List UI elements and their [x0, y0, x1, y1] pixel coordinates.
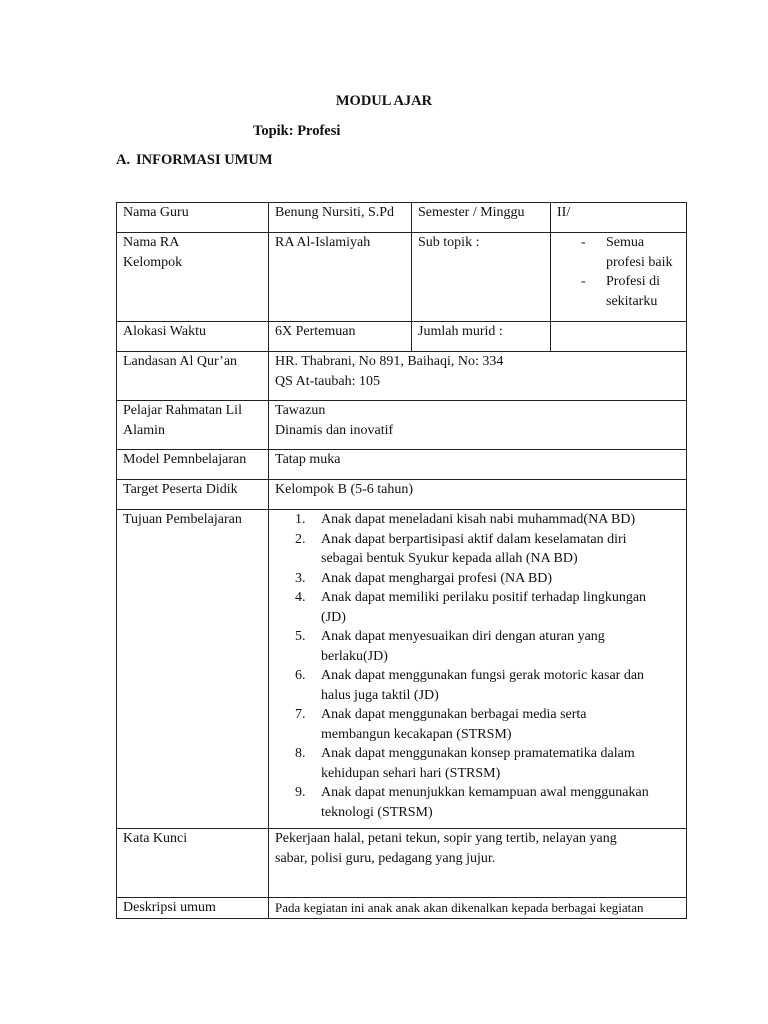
list-item-line: profesi baik	[606, 254, 673, 270]
label-cell	[117, 401, 269, 450]
label-cell: Sub topik :	[412, 233, 551, 322]
value-line: Pekerjaan halal, petani tekun, sopir yang tertib, nelayan yang	[275, 831, 617, 846]
goal-number: 9.	[295, 785, 306, 800]
goal-line: Anak dapat memiliki perilaku positif terhadap lingkungan	[321, 590, 647, 605]
value-cell: Kelompok B (5-6 tahun)	[269, 480, 687, 510]
table-row	[117, 401, 687, 450]
label-cell	[117, 233, 269, 322]
section-label: INFORMASI UMUM	[136, 152, 273, 168]
label-line: Nama RA	[123, 235, 180, 250]
subtopic-list	[557, 233, 682, 311]
table-row	[117, 898, 687, 919]
label-line: Kelompok	[123, 254, 183, 270]
goal-line: (JD)	[321, 609, 346, 625]
dash-marker: -	[581, 274, 586, 289]
label-cell: Kata Kunci	[117, 829, 269, 898]
value-cell: 6X Pertemuan	[269, 322, 412, 352]
goal-number: 8.	[295, 746, 306, 761]
goal-item	[275, 627, 682, 666]
goal-number: 4.	[295, 590, 306, 605]
table-row	[117, 480, 687, 510]
value-cell: RA Al-Islamiyah	[269, 233, 412, 322]
goal-line: berlaku(JD)	[321, 648, 388, 664]
goal-line: Anak dapat menggunakan fungsi gerak motoric kasar dan	[321, 668, 645, 683]
table-row	[117, 510, 687, 829]
document-title: MODUL AJAR	[335, 93, 433, 109]
label-cell: Alokasi Waktu	[117, 322, 269, 352]
table-row	[117, 233, 687, 322]
goal-number: 1.	[295, 512, 306, 527]
goal-line: Anak dapat menggunakan berbagai media serta	[321, 707, 587, 722]
value-cell	[269, 510, 687, 829]
label-cell: Landasan Al Qur’an	[117, 352, 269, 401]
goal-line: halus juga taktil (JD)	[321, 687, 439, 703]
goal-line: Anak dapat menyesuaikan diri dengan aturan yang	[321, 629, 605, 644]
goal-line: Anak dapat menghargai profesi (NA BD)	[321, 570, 553, 586]
list-item-line: Profesi di	[606, 274, 661, 289]
label-cell: Jumlah murid :	[412, 322, 551, 352]
label-cell: Target Peserta Didik	[117, 480, 269, 510]
topic-title: Topik: Profesi	[253, 123, 341, 139]
goal-item	[275, 510, 682, 530]
table-row	[117, 450, 687, 480]
label-cell: Tujuan Pembelajaran	[117, 510, 269, 829]
list-item-line: sekitarku	[606, 293, 658, 309]
value-line: Tawazun	[275, 403, 326, 418]
list-item	[561, 233, 682, 272]
value-line: Dinamis dan inovatif	[275, 422, 394, 438]
value-cell	[269, 401, 687, 450]
info-table	[116, 202, 687, 919]
value-cell: Pada kegiatan ini anak anak akan dikenalkan kepada berbagai kegiatan	[269, 898, 687, 919]
list-item	[561, 272, 682, 311]
goal-number: 6.	[295, 668, 306, 683]
goal-number: 3.	[295, 570, 306, 586]
value-cell: II/	[551, 203, 687, 233]
goals-list	[275, 510, 682, 822]
goal-number: 5.	[295, 629, 306, 644]
goal-item	[275, 530, 682, 569]
goal-item	[275, 705, 682, 744]
label-cell: Deskripsi umum	[117, 898, 269, 919]
goal-line: Anak dapat berpartisipasi aktif dalam keselamatan diri	[321, 531, 627, 547]
goal-line: Anak dapat meneladani kisah nabi muhammad(NA BD)	[321, 512, 636, 527]
goal-line: teknologi (STRSM)	[321, 804, 433, 820]
goal-item	[275, 783, 682, 822]
value-cell	[551, 322, 687, 352]
goal-line: Anak dapat menunjukkan kemampuan awal menggunakan	[321, 785, 649, 800]
goal-number: 7.	[295, 707, 306, 722]
label-cell: Model Pemnbelajaran	[117, 450, 269, 480]
label-line: Alamin	[123, 422, 165, 438]
label-cell: Semester / Minggu	[412, 203, 551, 233]
goal-line: membangun kecakapan (STRSM)	[321, 726, 512, 742]
section-heading	[116, 152, 273, 169]
table-row	[117, 322, 687, 352]
goal-line: Anak dapat menggunakan konsep pramatematika dalam	[321, 746, 635, 761]
goal-number: 2.	[295, 531, 306, 547]
value-line: QS At-taubah: 105	[275, 373, 380, 389]
goal-line: kehidupan sehari hari (STRSM)	[321, 765, 501, 781]
list-item-line: Semua	[606, 235, 645, 250]
value-line: HR. Thabrani, No 891, Baihaqi, No: 334	[275, 354, 504, 369]
value-cell: Tatap muka	[269, 450, 687, 480]
goal-item	[275, 588, 682, 627]
value-cell	[269, 829, 687, 898]
table-row	[117, 203, 687, 233]
value-cell	[269, 352, 687, 401]
value-line: sabar, polisi guru, pedagang yang jujur.	[275, 850, 496, 866]
section-letter: A.	[116, 152, 131, 168]
label-cell: Nama Guru	[117, 203, 269, 233]
table-row	[117, 352, 687, 401]
dash-marker: -	[581, 235, 586, 250]
table-row	[117, 829, 687, 898]
label-line: Pelajar Rahmatan Lil	[123, 403, 242, 418]
goal-item	[275, 666, 682, 705]
goal-line: sebagai bentuk Syukur kepada allah (NA BD)	[321, 551, 578, 566]
value-cell	[551, 233, 687, 322]
goal-item	[275, 744, 682, 783]
value-cell: Benung Nursiti, S.Pd	[269, 203, 412, 233]
goal-item	[275, 569, 682, 589]
